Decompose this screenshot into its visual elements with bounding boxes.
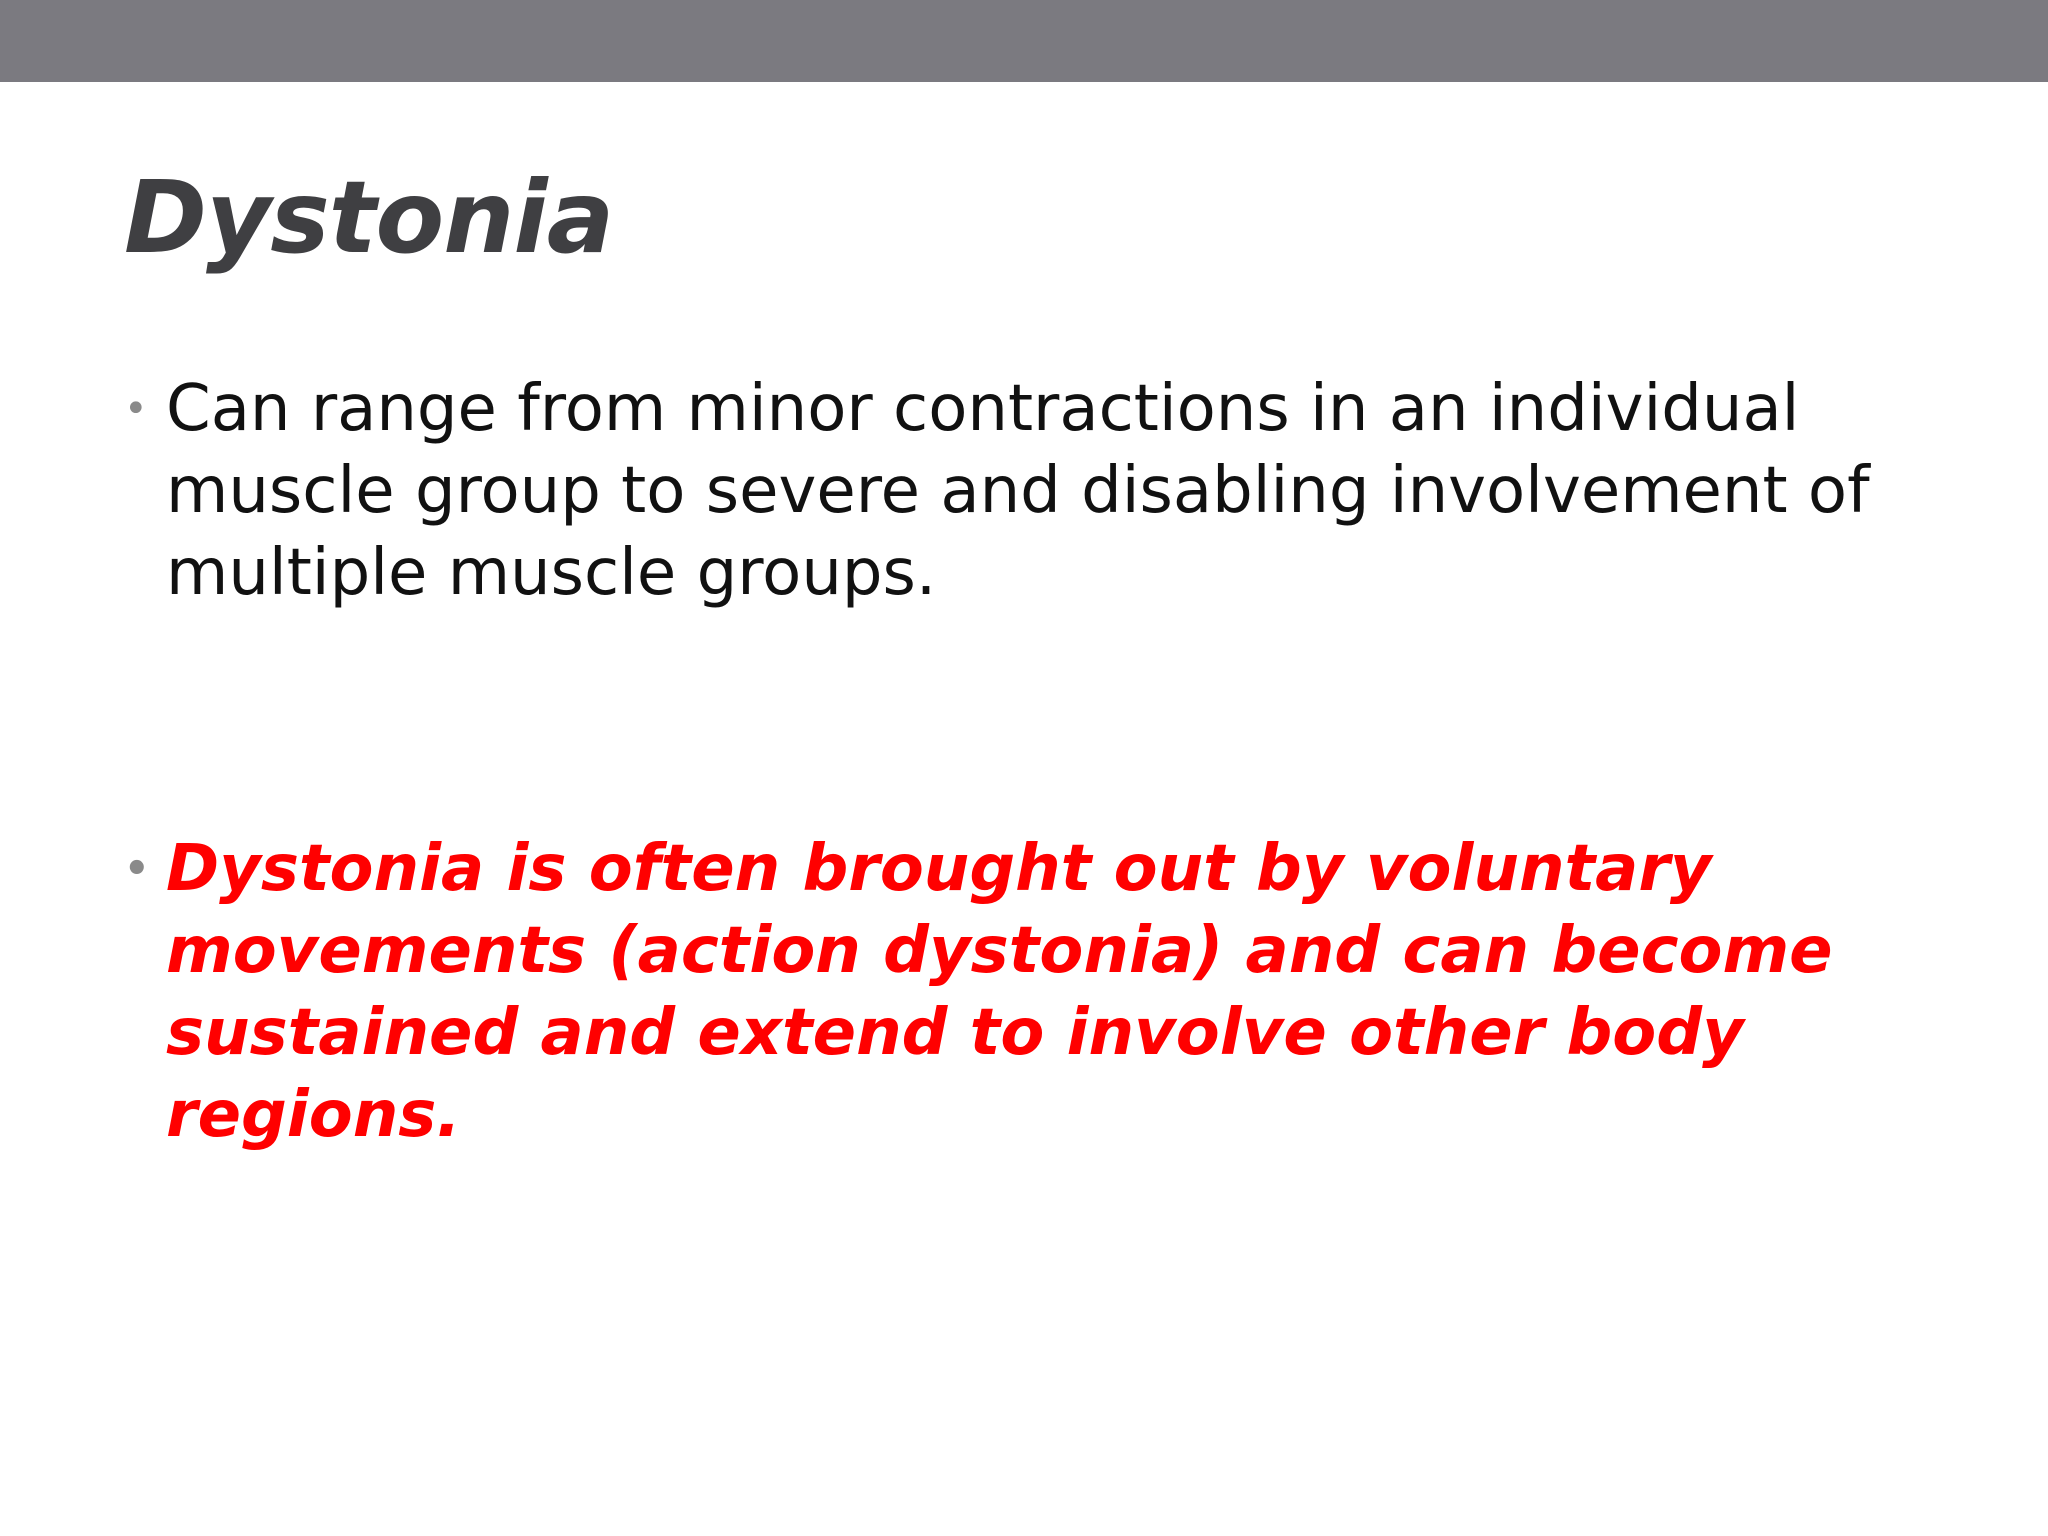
bullet-dot-icon: • [124, 386, 148, 432]
bullet-list [120, 368, 1960, 1156]
bullet-text: Dystonia is often brought out by voluntary movements (action dystonia) and can become sustained and extend to involve other body regions. [166, 832, 1833, 1152]
slide-title: Dystonia [124, 159, 614, 276]
bullet-dot-icon: • [124, 846, 150, 892]
bullet-item-highlight [120, 828, 2006, 1156]
top-bar [0, 0, 2048, 82]
bullet-item [120, 368, 1926, 614]
bullet-text: Can range from minor contractions in an individual muscle group to severe and disabling involvement of multiple muscle groups. [166, 372, 1870, 610]
